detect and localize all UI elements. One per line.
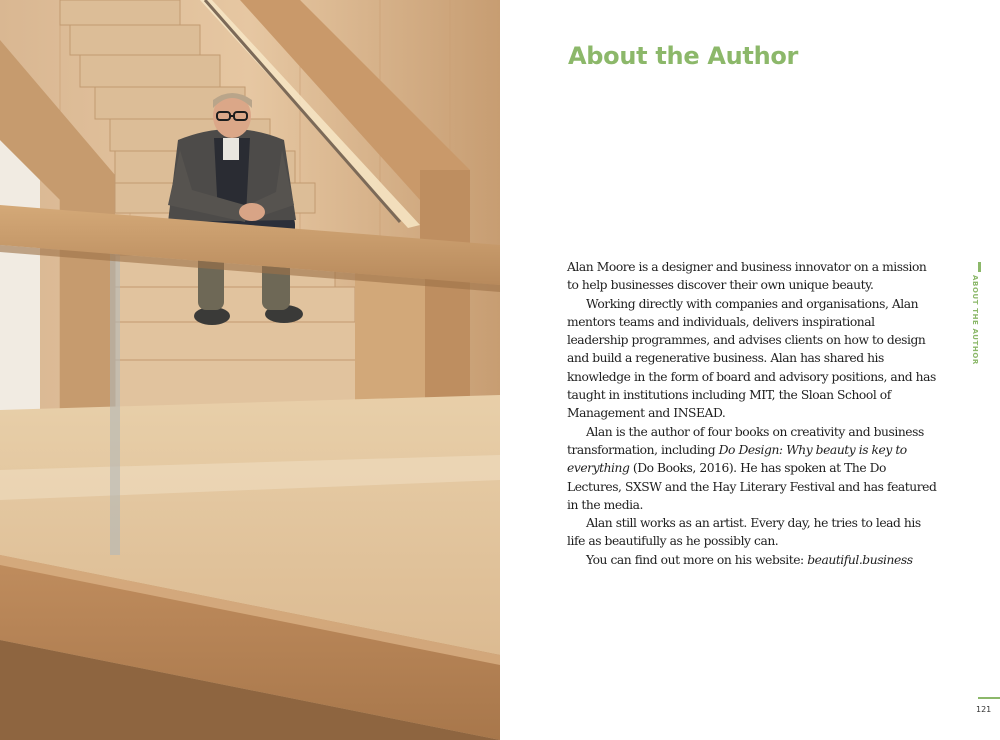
folio-rule [978,697,1000,699]
section-label-text: ABOUT THE AUTHOR [971,275,979,365]
website-link[interactable]: beautiful.business [807,552,913,567]
bio-paragraph-4: Alan still works as an artist. Every day, he tries to lead his life as beautifully as he possibly can. [567,516,921,549]
bio-paragraph-2: Working directly with companies and organisations, Alan mentors teams and individuals, delivers inspirational leadership programmes, and advises clients on how to design and build a regenerative business. Alan has shared his knowledge in the form of board and advisory positions, and has taught in institutions including MIT, the Sloan School of Management and INSEAD. [567,296,936,421]
page-number: 121 [976,705,992,714]
website-intro: You can find out more on his website: [586,552,808,567]
bio-paragraph-1: Alan Moore is a designer and business innovator on a mission to help businesses discover their own unique beauty. [567,260,927,293]
bio-paragraph-3 [567,423,939,514]
bio-paragraph-3-text-start: Alan is the author of four books on creativity and business transformation, including [567,424,924,457]
bio-paragraph-3-text-end: (Do Books, 2016). He has spoken at The Do Lectures, SXSW and the Hay Literary Festival and has featured in the media. [567,461,937,512]
author-bio [567,258,939,569]
section-marker [978,262,981,272]
bio-paragraph-5 [567,551,939,569]
book-title: Do Design: Why beauty is key to everything [567,442,907,476]
page-title: About the Author [568,42,799,70]
